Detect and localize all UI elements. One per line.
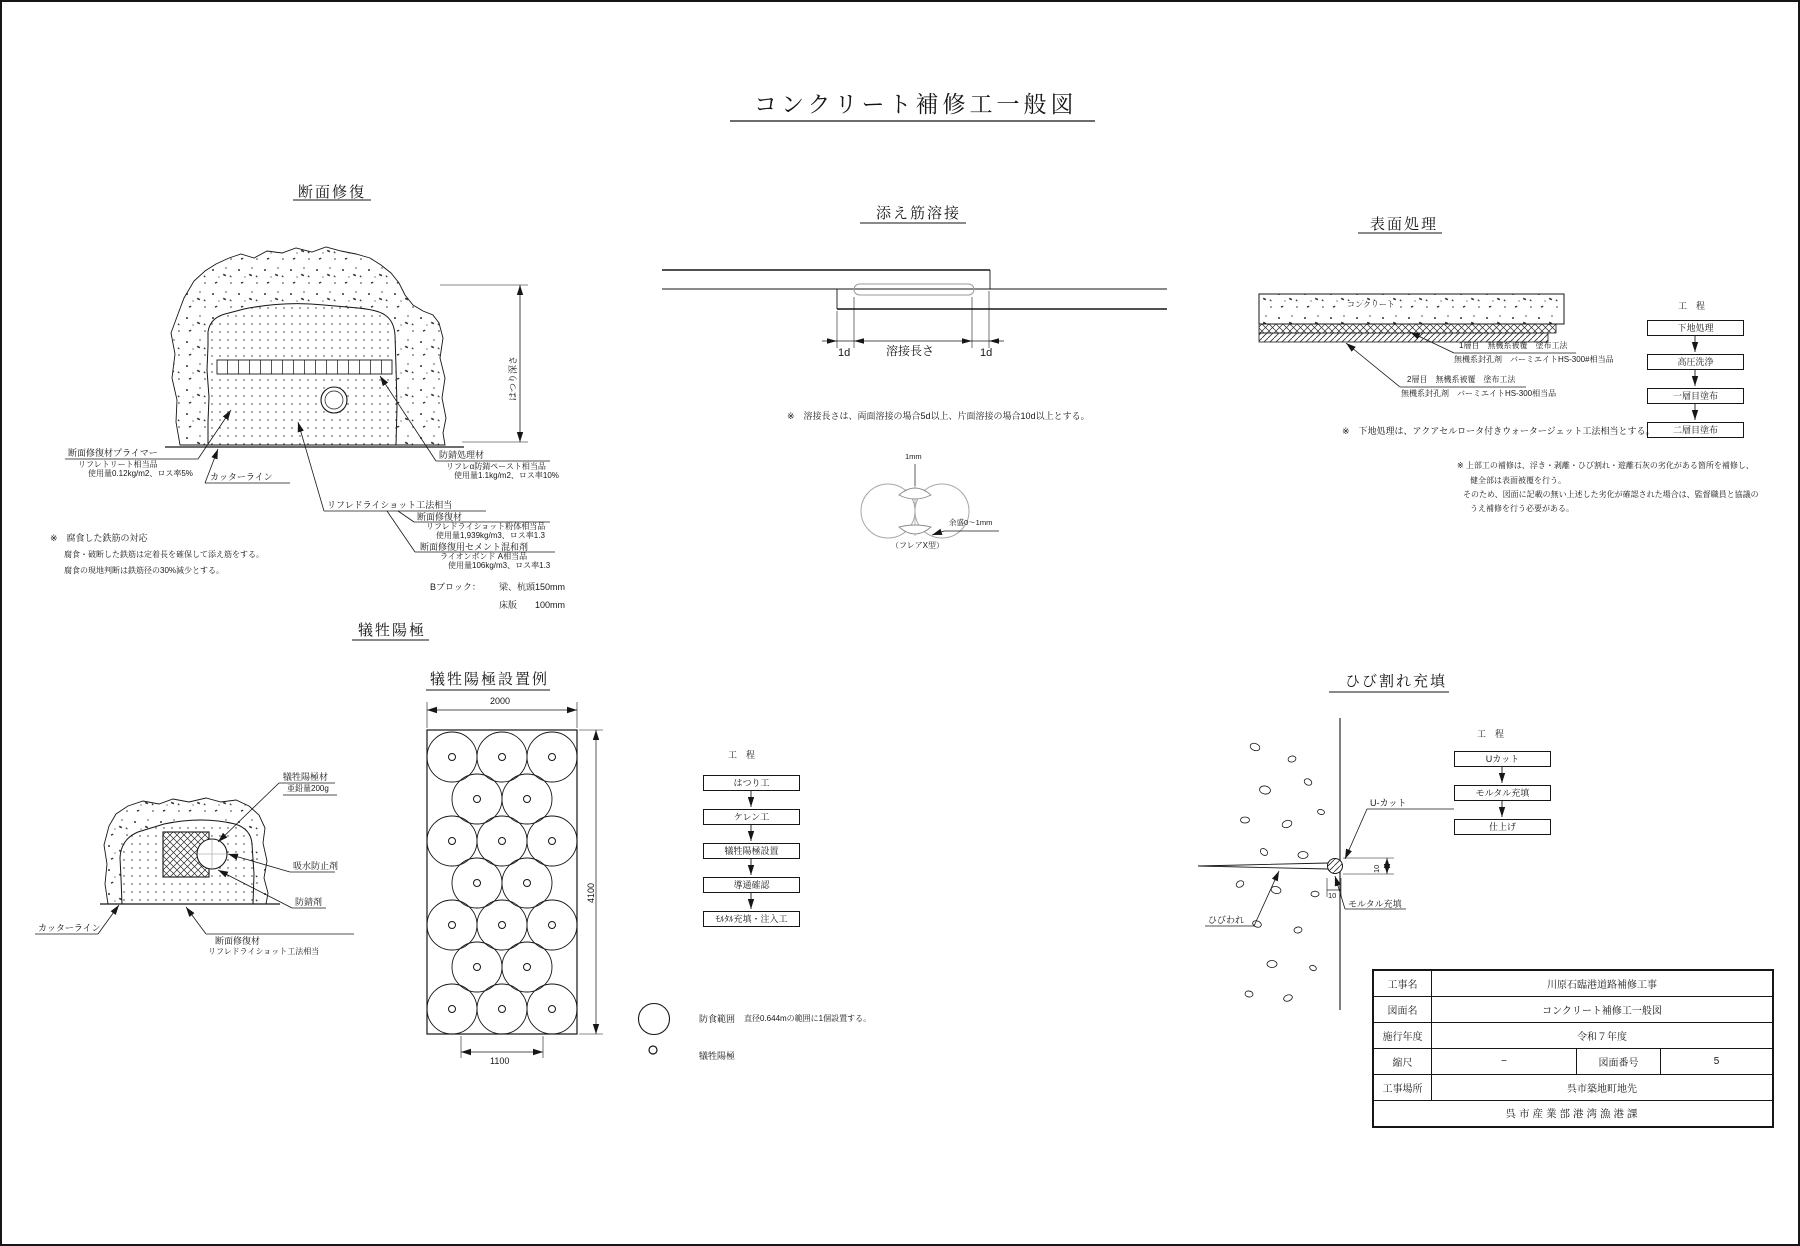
label-primer-product: リフレトリート相当品 bbox=[78, 460, 158, 469]
label-layer2-product: 無機系封孔剤 バーミエイトHS-300相当品 bbox=[1401, 389, 1557, 398]
label-anode-zinc: 亜鉛量200g bbox=[287, 784, 329, 793]
label-bblock: Bブロック： bbox=[430, 582, 481, 592]
label-bblock-slab-value: 100mm bbox=[535, 600, 566, 610]
title-block-row bbox=[1374, 1075, 1772, 1101]
title-block-row bbox=[1374, 997, 1772, 1023]
section-heading-soe: 添え筋溶接 bbox=[876, 205, 962, 222]
dim-1d-right: 1d bbox=[980, 347, 993, 359]
label-primer-usage: 使用量0.12kg/m2、ロス率5% bbox=[88, 469, 193, 478]
note-corroded-rebar-title: ※ 腐食した鉄筋の対応 bbox=[50, 533, 148, 543]
label-flare-type: （フレアX型） bbox=[891, 541, 945, 550]
flow-step: 二層目塗布 bbox=[1647, 422, 1744, 438]
label-layer1: 1層目 無機系被覆 塗布工法 bbox=[1459, 341, 1568, 350]
label-crack: ひびわれ bbox=[1208, 915, 1245, 925]
legend-protection-note: 直径0.644mの範囲に1個設置する。 bbox=[744, 1014, 872, 1023]
flow-step: モルタル充填 bbox=[1454, 785, 1551, 801]
flow-step: 下地処理 bbox=[1647, 320, 1744, 336]
label-admixture: 断面修復用セメント混和剤 bbox=[420, 542, 529, 552]
label-primer: 断面修復材プライマー bbox=[68, 448, 158, 458]
legend-protection-range: 防食範囲 bbox=[699, 1014, 736, 1024]
flow-step: Uカット bbox=[1454, 751, 1551, 767]
dim-2000: 2000 bbox=[490, 696, 511, 706]
titleblock-label-scale: 縮尺 bbox=[1374, 1049, 1432, 1074]
dim-1mm: 1mm bbox=[905, 452, 922, 461]
flow-title-hibi: 工 程 bbox=[1477, 729, 1505, 739]
titleblock-value-number: 5 bbox=[1713, 1056, 1720, 1067]
flow-step: 高圧洗浄 bbox=[1647, 354, 1744, 370]
titleblock-department: 呉市産業部港湾漁港課 bbox=[1505, 1108, 1641, 1120]
title-block-row bbox=[1374, 971, 1772, 997]
flow-step: 一層目塗布 bbox=[1647, 388, 1744, 404]
label-cutter-line-2: カッターライン bbox=[38, 923, 101, 933]
note-superstructure-4: うえ補修を行う必要がある。 bbox=[1470, 504, 1574, 513]
page-title: コンクリート補修工一般図 bbox=[754, 91, 1078, 117]
label-rust-product: リフレα防錆ペースト相当品 bbox=[446, 462, 546, 471]
label-concrete: コンクリート bbox=[1347, 300, 1395, 309]
flow-title-hyomen: 工 程 bbox=[1678, 301, 1706, 311]
label-layer1-product: 無機系封孔剤 バーミエイトHS-300#相当品 bbox=[1454, 355, 1614, 364]
title-block-row bbox=[1374, 1049, 1772, 1075]
label-rust-usage: 使用量1.1kg/m2、ロス率10% bbox=[454, 471, 559, 480]
flow-step: 犠牲陽極設置 bbox=[703, 843, 800, 859]
flow-title-gisei: 工 程 bbox=[728, 750, 756, 760]
label-rust-inhibitor: 防錆剤 bbox=[295, 897, 323, 907]
titleblock-value-project: 川原石臨港道路補修工事 bbox=[1547, 980, 1657, 991]
flow-step: ケレン工 bbox=[703, 809, 800, 825]
title-block-row bbox=[1374, 1023, 1772, 1049]
label-repair-material-2: 断面修復材 bbox=[215, 936, 261, 946]
legend-anode: 犠牲陽極 bbox=[699, 1051, 736, 1061]
note-corroded-rebar-2: 腐食の現地判断は鉄筋径の30%減少とする。 bbox=[64, 566, 225, 575]
note-superstructure-3: そのため、図面に記載の無い上述した劣化が確認された場合は、監督職員と協議の bbox=[1463, 490, 1759, 499]
flow-step: ﾓﾙﾀﾙ充填・注入工 bbox=[703, 911, 800, 927]
flow-step: はつり工 bbox=[703, 775, 800, 791]
label-rust-treatment: 防錆処理材 bbox=[439, 450, 485, 460]
flow-step: 仕上げ bbox=[1454, 819, 1551, 835]
label-anode-material: 犠牲陽極材 bbox=[283, 772, 329, 782]
titleblock-label-drawing: 図面名 bbox=[1374, 997, 1432, 1022]
note-corroded-rebar-1: 腐食・破断した鉄筋は定着長を確保して添え筋をする。 bbox=[64, 550, 264, 559]
section-heading-hyomen: 表面処理 bbox=[1370, 216, 1439, 233]
label-bblock-beam: 梁、杭頭 bbox=[499, 582, 536, 592]
label-yomori: 余盛0～1mm bbox=[949, 518, 993, 527]
titleblock-value-year: 令和７年度 bbox=[1577, 1032, 1627, 1043]
label-repair-method-2: リフレドライショット工法相当 bbox=[208, 947, 320, 956]
flow-step: 導通確認 bbox=[703, 877, 800, 893]
note-superstructure-1: ※ 上部工の補修は、浮き・剥離・ひび割れ・遊離石灰の劣化がある箇所を補修し、 bbox=[1457, 461, 1754, 470]
label-water-repellent: 吸水防止剤 bbox=[293, 861, 339, 871]
dim-weld-length: 溶接長さ bbox=[886, 344, 935, 358]
dim-4100: 4100 bbox=[586, 882, 596, 903]
note-weld-length: ※ 溶接長さは、両面溶接の場合5d以上、片面溶接の場合10d以上とする。 bbox=[787, 411, 1090, 421]
note-surface-prep: ※ 下地処理は、アクアセルロータ付きウォータージェット工法相当とする。 bbox=[1342, 426, 1655, 436]
titleblock-value-scale: − bbox=[1432, 1049, 1577, 1074]
section-heading-danmen: 断面修復 bbox=[298, 184, 367, 201]
label-cutter-line: カッターライン bbox=[210, 472, 273, 482]
label-mortar-fill: モルタル充填 bbox=[1348, 899, 1402, 909]
titleblock-value-location: 呉市築地町地先 bbox=[1567, 1084, 1637, 1095]
note-superstructure-2: 健全部は表面被覆を行う。 bbox=[1470, 476, 1566, 485]
dim-1d-left: 1d bbox=[838, 347, 851, 359]
label-bblock-slab: 床版 bbox=[499, 600, 518, 610]
label-layer2: 2層目 無機系被覆 塗布工法 bbox=[1407, 375, 1516, 384]
label-admixture-usage: 使用量106kg/m3、ロス率1.3 bbox=[448, 561, 551, 570]
label-repair-product: リフレドライショット粉体相当品 bbox=[426, 522, 546, 531]
label-bblock-beam-value: 150mm bbox=[535, 582, 566, 592]
section-heading-hibi: ひび割れ充填 bbox=[1345, 673, 1448, 690]
label-admixture-product: ライオンボンド A相当品 bbox=[440, 552, 528, 561]
titleblock-label-year: 施行年度 bbox=[1374, 1023, 1432, 1048]
title-block bbox=[1372, 969, 1774, 1128]
titleblock-label-project: 工事名 bbox=[1374, 971, 1432, 996]
section-heading-rei: 犠牲陽極設置例 bbox=[430, 671, 550, 688]
label-method: リフレドライショット工法相当 bbox=[327, 500, 453, 510]
titleblock-label-number: 図面番号 bbox=[1577, 1049, 1661, 1074]
titleblock-label-location: 工事場所 bbox=[1374, 1075, 1432, 1100]
dim-10-width: 10 bbox=[1372, 864, 1381, 873]
dim-chipping-depth: はつり深さ bbox=[508, 355, 518, 401]
label-u-cut: U-カット bbox=[1370, 798, 1407, 808]
dim-1100: 1100 bbox=[490, 1056, 510, 1066]
label-repair-usage: 使用量1,939kg/m3、ロス率1.3 bbox=[436, 531, 545, 540]
titleblock-value-drawing: コンクリート補修工一般図 bbox=[1542, 1006, 1662, 1017]
label-repair-material: 断面修復材 bbox=[417, 512, 463, 522]
dim-10-depth: 10 bbox=[1328, 891, 1337, 900]
section-heading-gisei: 犠牲陽極 bbox=[358, 622, 427, 639]
